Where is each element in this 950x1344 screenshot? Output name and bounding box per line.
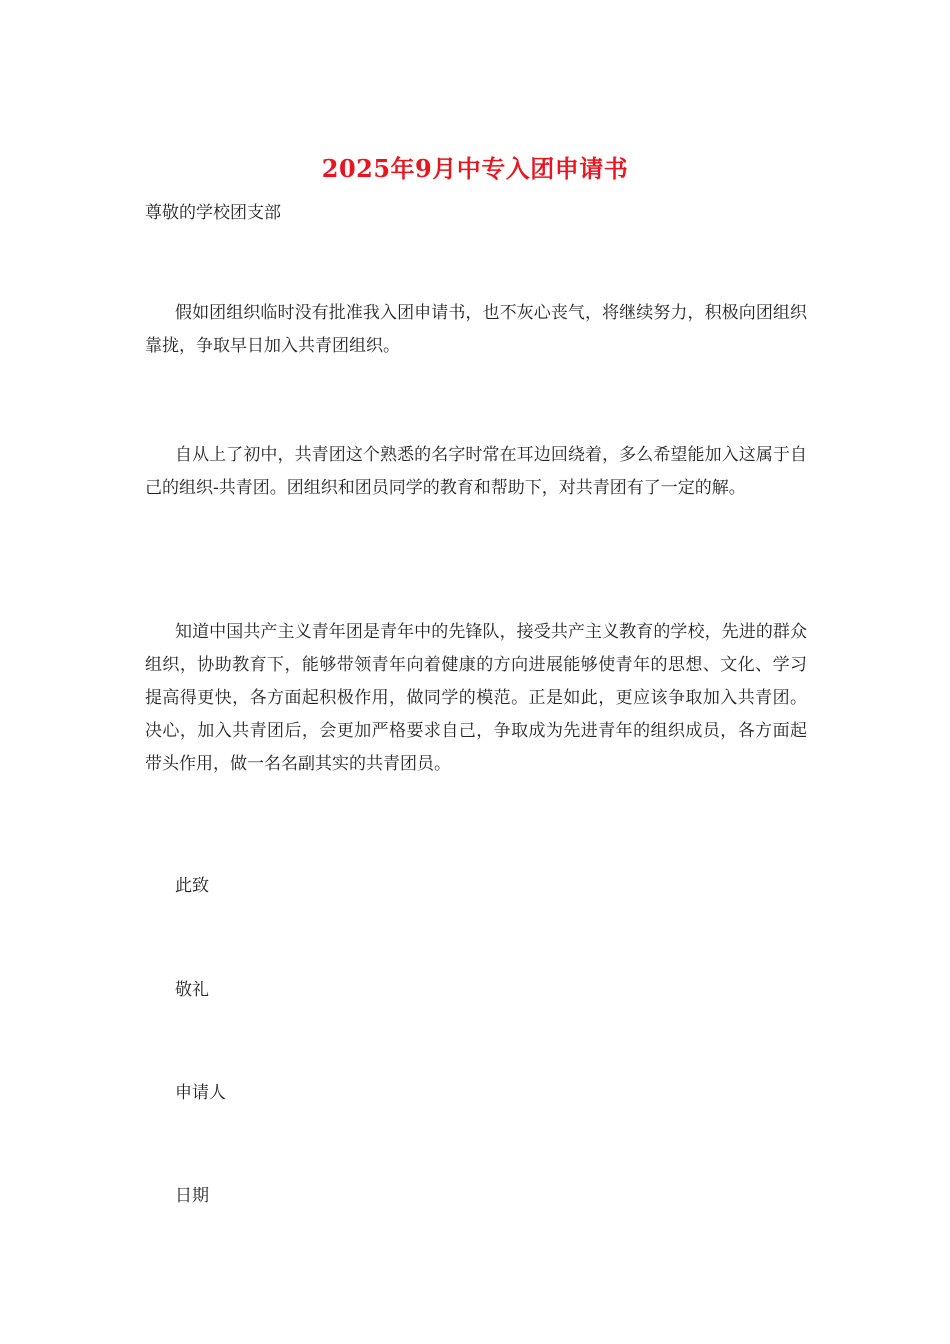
applicant-label: 申请人 xyxy=(175,1083,226,1103)
salutation: 尊敬的学校团支部 xyxy=(145,203,281,223)
paragraph-1: 假如团组织临时没有批准我入团申请书，也不灰心丧气，将继续努力，积极向团组织靠拢，争取早日加入共青团组织。 xyxy=(145,303,807,356)
closing-cizhi: 此致 xyxy=(175,876,209,896)
date-label: 日期 xyxy=(175,1186,209,1206)
closing-jingli: 敬礼 xyxy=(175,980,209,1000)
paragraph-2: 自从上了初中，共青团这个熟悉的名字时常在耳边回绕着，多么希望能加入这属于自己的组织-共青团。团组织和团员同学的教育和帮助下，对共青团有了一定的解。 xyxy=(145,445,807,498)
document-title: 2025年9月中专入团申请书 xyxy=(321,154,629,183)
paragraph-3: 知道中国共产主义青年团是青年中的先锋队，接受共产主义教育的学校，先进的群众组织，协助教育下，能够带领青年向着健康的方向进展能够使青年的思想、文化、学习提高得更快，各方面起积极作用，做同学的模范。正是如此，更应该争取加入共青团。决心，加入共青团后，会更加严格要求自己，争取成为先进青年的组织成员，各方面起带头作用，做一名名副其实的共青团员。 xyxy=(145,622,807,774)
